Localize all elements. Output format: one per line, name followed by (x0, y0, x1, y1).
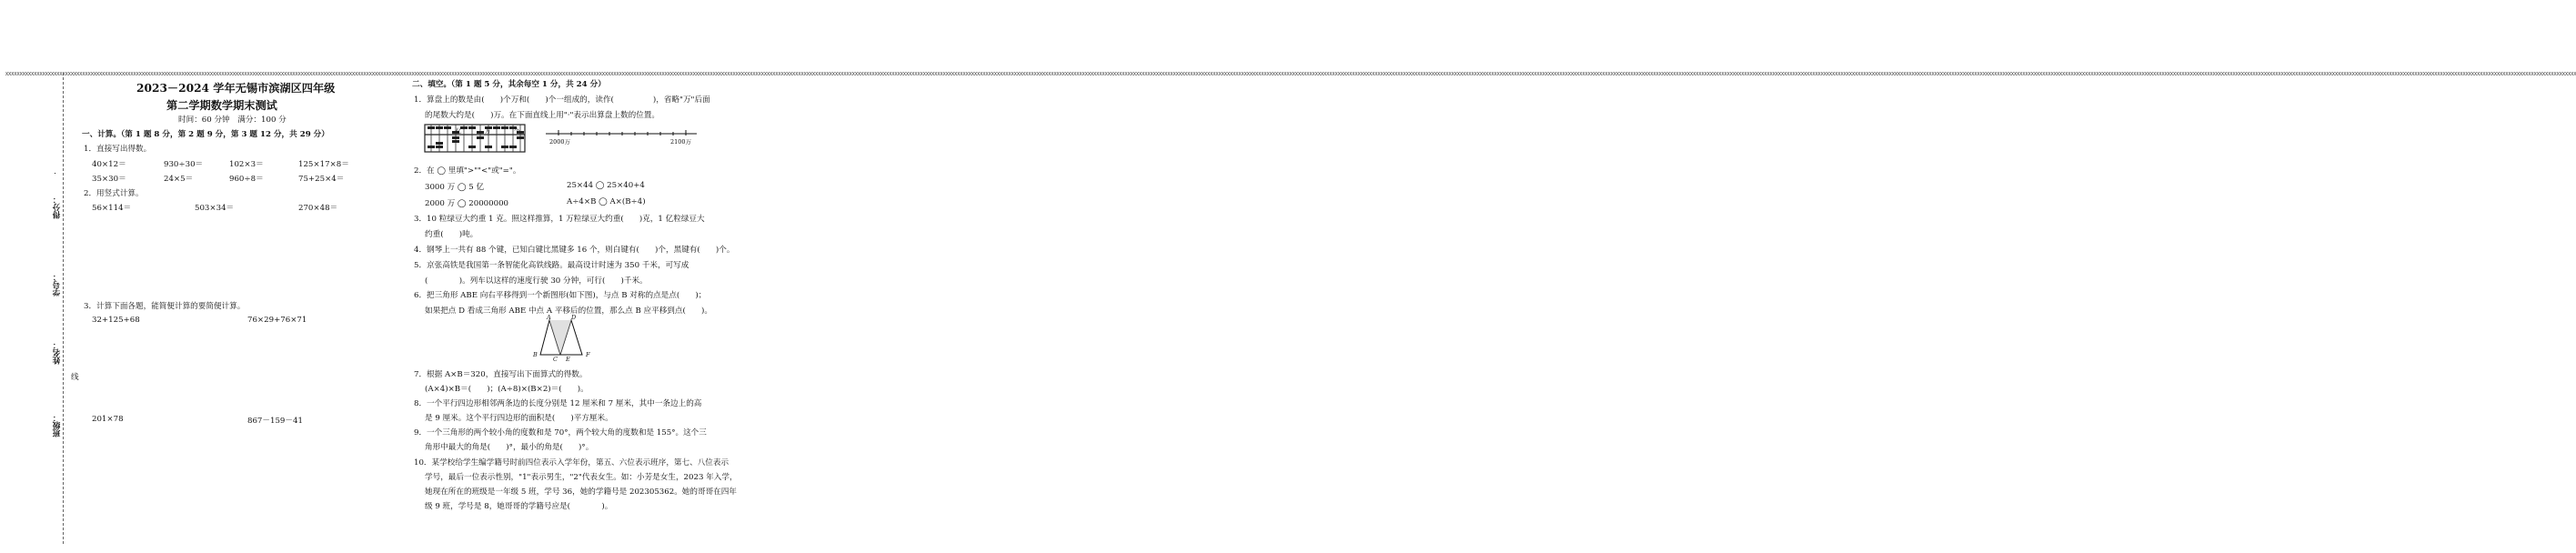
calc-item: 102×3＝ (229, 160, 264, 169)
p2-q7-line2: (A×4)×B＝( )；(A÷8)×(B×2)＝( )。 (425, 385, 589, 394)
p2-q9-line1: 9．一个三角形的两个较小角的度数和是 70°，两个较大角的度数和是 155°。这个三 (414, 428, 707, 437)
p2-q10-line1: 10．某学校给学生编学籍号时前四位表示入学年份，第五、六位表示班序，第七、八位表示 (414, 458, 730, 468)
p2-q5-line2: ( )。列车以这样的速度行驶 30 分钟，可行( )千米。 (425, 276, 648, 286)
compare-item: 3000 万 ◯ 5 亿 (425, 183, 485, 192)
p2-q6-line2: 如果把点 D 看成三角形 ABE 中点 A 平移后的位置，那么点 B 应平移到点( )。 (425, 307, 712, 316)
seal-line-char: 线 (71, 373, 79, 382)
p2-q6-line1: 6．把三角形 ABE 向右平移得到一个新图形(如下图)，与点 B 对称的点是点( )； (414, 291, 707, 300)
simplify-item: 76×29+76×71 (247, 316, 307, 325)
p2-q8-line1: 8．一个平行四边形相邻两条边的长度分别是 12 厘米和 7 厘米，其中一条边上的高 (414, 399, 702, 408)
simplify-item: 32+125+68 (92, 316, 140, 325)
abacus-label-yi: 亿 (456, 127, 462, 135)
seal-line (63, 73, 64, 544)
numberline-left-label: 2000万 (549, 138, 571, 146)
point-label-c: C (553, 356, 558, 363)
p2-q1-line1: 1．算盘上的数是由( )个万和( )个一组成的，读作( )，省略"万"后面 (414, 96, 710, 105)
p2-q3-line1: 3．10 粒绿豆大约重 1 克。照这样推算，1 万粒绿豆大约重( )克，1 亿粒绿豆大 (414, 215, 705, 224)
p2-q10-line3: 她现在所在的班级是一年级 5 班，学号 36，她的学籍号是 202305362。她的哥哥在四年 (425, 488, 737, 497)
vertical-calc-item: 503×34＝ (195, 204, 235, 213)
calc-item: 125×17×8＝ (298, 160, 349, 169)
abacus-label-wan: 万 (485, 127, 491, 135)
exam-meta: 时间：60 分钟 满分：100 分 (178, 116, 287, 125)
part1-heading: 一、计算。（第 1 题 8 分，第 2 题 9 分，第 3 题 12 分，共 29 分） (82, 130, 329, 139)
p1-q2-label: 2．用竖式计算。 (84, 189, 144, 198)
numberline-right-label: 2100万 (670, 138, 692, 146)
score-label: 得分： (53, 196, 62, 219)
abacus-figure (424, 124, 526, 153)
p1-q3-label: 3．计算下面各题，能简便计算的要简便计算。 (84, 302, 246, 311)
calc-item: 75+25×4＝ (298, 175, 345, 184)
simplify-item: 201×78 (92, 415, 124, 424)
compare-item: A÷4×B ◯ A×(B÷4) (567, 197, 646, 206)
calc-item: 930÷30＝ (164, 160, 204, 169)
exam-title-line2: 第二学期数学期末测试 (166, 99, 277, 112)
compare-item: 2000 万 ◯ 20000000 (425, 199, 509, 208)
calc-item: 24×5＝ (164, 175, 194, 184)
p2-q5-line1: 5．京张高铁是我国第一条智能化高铁线路。最高设计时速为 350 千米，可写成 (414, 261, 689, 270)
calc-item: 40×12＝ (92, 160, 126, 169)
p2-q2-label: 2．在 ◯ 里填">""<"或"="。 (414, 166, 521, 176)
binding-pattern: XXXXXXXXXXXXXXXXXXXXXXXXXXXXXXXXXXXXXXXXXXXXXXXXXXXXXXXXXXXXXXXXXXXXXXXXXXXXXXXXXXXXXXXXXXXXXXXXXXXXXXXXXXXXXXXXXXXXXXXXXXXXXXXXXXXXXXXXXXXXXXXXXXXXXXXXXXXXXXXXXXXXXXXXXXXXXXXXXXXXXXXXXXXXXXXXXXXXXXXXXXXXXXXXXXXXXXXXXXXXXXXXXXXXXXXXXXXXXXXXXXXXXXXXXXXXXXXXXXXXXXXXXXXXXXXXXXXXXXXXXXXXXXXXXXXXXXXXXXXXXXXXXXXXXXXXXXXXXXXXXXXXXXXXXXXXXXXXXXXXXXXXXXXXXXXXXXXXXXXXXXXXXXXXXXXXXXXXXXXXXXXXXXXXXXXXXXXXXXXXXXXXXXXXXXXXXXXXXXXXXXXXXXXXXXXXXXXXXXXXXXXXXXXXXXXXXXXXXXXXXXXXXXXXXXXXXXXXXXXXXXXXXXXXXXXXXXXXXXXXXXXXXXXXXXXXXXXXXXXXXXXXXXXXXXXXXXXXXXXXXXXXXXXXXXXXXXXXXXXXXXXXXXXXXXXXXXXXXXXXXXXXXXXXXXXXXXXXXXXXXXXXXXXXXXXXXXXXXXXXXXXXXXXXXXXXXXXXXXXXXXXXXXXXXXXXXXXXXXXXXXXXXXXXXXXXXXXXXXXXXXXXXXXXXXXXXXXXXXXXXXXXXXXXXXXXXXXXXXXXXXXXXXXXXXXXXXXXXXXXXXXXXXXXXXXXXXXXXXXXXXXXXXXXXXXXXXXXXXXXXXXXXXXXXXXXXXXXXXXXXXXXXXXXXXXXXXXXXXXXXXXXXXXXXXXXXXXXXXXXXXXXXXXXXXXXXXXXXXXXXXXXXXXXXXXXXXXXXXXXXXXXXXXXXXXXXXXXXXXXXXXXX (5, 72, 2576, 77)
vertical-calc-item: 56×114＝ (92, 204, 132, 213)
point-label-b: B (533, 351, 538, 358)
point-label-e: E (566, 356, 570, 363)
p2-q7-line1: 7．根据 A×B＝320，直接写出下面算式的得数。 (414, 370, 588, 379)
p2-q4: 4．钢琴上一共有 88 个键，已知白键比黑键多 16 个，则白键有( )个，黑键有( )个。 (414, 246, 735, 255)
point-label-a: A (547, 314, 551, 321)
calc-item: 960÷8＝ (229, 175, 264, 184)
p2-q8-line2: 是 9 厘米。这个平行四边形的面积是( )平方厘米。 (425, 414, 613, 423)
p2-q10-line2: 学号，最后一位表示性别，"1"表示男生，"2"代表女生。如：小芳是女生，2023 年入学， (425, 473, 738, 482)
point-label-f: F (586, 351, 590, 358)
vertical-calc-item: 270×48＝ (298, 204, 338, 213)
calc-item: 35×30＝ (92, 175, 126, 184)
abacus-label-ge: 个 (514, 127, 520, 135)
simplify-item: 867－159－41 (247, 417, 303, 426)
p2-q3-line2: 约重( )吨。 (425, 230, 478, 239)
p2-q1-line2: 的尾数大约是( )万。在下面直线上用"·"表示出算盘上数的位置。 (425, 111, 659, 120)
p2-q9-line2: 角形中最大的角是( )°，最小的角是( )°。 (425, 443, 594, 452)
exam-title-line1: 2023－2024 学年无锡市滨湖区四年级 (136, 82, 336, 95)
part2-heading: 二、填空。（第 1 题 5 分，其余每空 1 分，共 24 分） (412, 80, 606, 89)
p1-q1-label: 1．直接写出得数。 (84, 145, 152, 154)
p2-q10-line4: 级 9 班，学号是 8，她哥哥的学籍号应是( )。 (425, 502, 613, 511)
student-id-label: 学号： (53, 273, 62, 297)
name-label: 姓名： (53, 341, 62, 365)
point-label-d: D (571, 314, 577, 321)
class-label: 班级： (53, 414, 62, 437)
compare-item: 25×44 ◯ 25×40+4 (567, 181, 645, 190)
